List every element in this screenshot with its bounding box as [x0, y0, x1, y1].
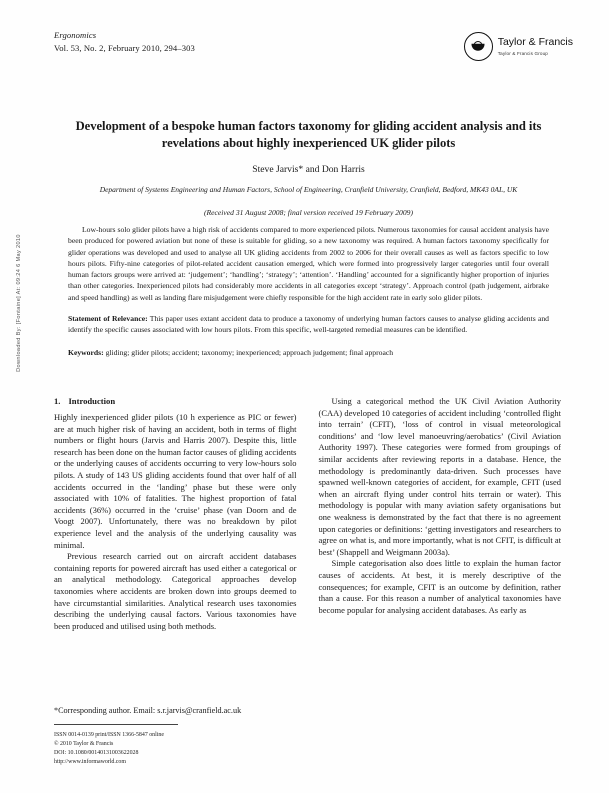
- section-title: Introduction: [68, 396, 116, 406]
- keywords-label: Keywords:: [68, 347, 104, 357]
- footer-divider: [54, 724, 178, 725]
- received-dates: (Received 31 August 2008; final version received 19 February 2009): [204, 207, 413, 217]
- left-column: [54, 396, 297, 696]
- paragraph: Simple categorisation also does little to explain the human factor causes of accidents. At best, it is merely descriptive of the consequences; for example, CFIT is an outcome by definition, rather than a cause. For this reason a number of analytical taxonomies have become popular for analysing accident databases. As early as: [318, 558, 561, 615]
- affiliation: Department of Systems Engineering and Human Factors, School of Engineering, Cranfield University, Cranfield, Bedford, MK43 0AL, UK: [99, 185, 518, 195]
- body-columns: [54, 396, 561, 696]
- publisher-name: Taylor & Francis: [497, 36, 573, 49]
- corresponding-author: *Corresponding author. Email: s.r.jarvis@cranfield.ac.uk: [54, 706, 242, 715]
- abstract-block: [68, 224, 549, 358]
- right-column: [319, 396, 562, 696]
- journal-masthead: [54, 30, 573, 82]
- journal-name: Ergonomics: [54, 30, 97, 40]
- keywords-text: gliding; glider pilots; accident; taxonomy; inexperienced; approach judgement; final approach: [103, 347, 394, 357]
- page-title: Development of a bespoke human factors taxonomy for gliding accident analysis and its revelations about highly inexperienced UK glider pilots: [75, 119, 542, 150]
- page-footer: [54, 706, 561, 767]
- journal-issue-line: Vol. 53, No. 2, February 2010, 294–303: [54, 42, 195, 53]
- paragraph: Using a categorical method the UK Civil Aviation Authority (CAA) developed 10 categories of accident including ‘controlled flight into terrain’ (CFIT), ‘loss of control in visual meteorological conditions’ and ‘low level manoeuvring/aerobatics’ (Civil Aviation Authority 1997). These categories were formed from groupings of similar accidents after reviewing reports in a database. Hence, the methodology is predominantly data-driven. Such processes have spawned well-known categories of accident, for example, CFIT (used when an aircraft flying under control hits terrain or water). This methodology is popular with many aviation safety organisations but one weakness is demonstrated by the fact that there is no agreement upon categories or definitions: ‘getting investigators and researchers to agree on what is, and more importantly, what is not CFIT, is difficult at best’ (Shappell and Weigmann 2003a).: [318, 396, 561, 557]
- taylor-francis-logo: [464, 32, 573, 61]
- author-list: Steve Jarvis* and Don Harris: [252, 164, 365, 176]
- section-number: 1.: [54, 396, 61, 406]
- issn-line: ISSN 0014-0139 print/ISSN 1366-5847 online: [54, 732, 164, 738]
- paragraph: Previous research carried out on aircraft accident databases containing reports for powered aircraft has used either a categorical or an analytical methodology. Categorical approaches develop taxonomies where accidents are broken down into groups deemed to have circumstantial similarities. Analytical research uses taxonomies describing the underlying causal factors. Various taxonomies have been produced and utilised using both methods.: [54, 551, 297, 631]
- section-heading-introduction: [54, 396, 297, 406]
- keywords: [68, 347, 549, 358]
- abstract-text: Low-hours solo glider pilots have a high risk of accidents compared to more experienced pilots. Numerous taxonomies for causal accident analysis have been produced for powered aviation but none of these is suitable for gliding, so a new taxonomy was required. A human factors taxonomy specifically for glider operations was developed and used to analyse all UK gliding accidents from 2002 to 2006 for their overall causes as well as factors specific to low hours pilots. Fifty-nine categories of pilot-related accident causation emerged, which were formed into progressively larger categories until four overall human factors groups were arrived at: ‘judgement’; ‘handling’; ‘strategy’; ‘attention’. ‘Handling’ accounted for a significantly higher proportion of injuries than other categories. Inexperienced pilots had considerably more accidents in all categories except ‘strategy’. Approach control (path judgement, airbrake and speed handling) as well as landing flare misjudgement were chiefly responsible for the high accident rate in early solo glider pilots.: [68, 225, 549, 302]
- title-block: [62, 118, 555, 217]
- imprint-block: [54, 731, 561, 767]
- download-watermark: Downloaded By: [Fontaine] At: 09:24 6 May 2010: [16, 234, 22, 372]
- publisher-group: Taylor & Francis Group: [497, 50, 548, 56]
- doi-line: DOI: 10.1080/00140131003622028: [54, 749, 139, 756]
- relevance-text: This paper uses extant accident data to produce a taxonomy of underlying human factors causes to analyse gliding accidents and identify the specific causes associated with low hours pilots. From this specific, well-targeted remedial measures can be identified.: [68, 313, 549, 335]
- taylor-francis-emblem-icon: [464, 32, 493, 61]
- copyright-line: © 2010 Taylor & Francis: [54, 740, 114, 747]
- paragraph: Highly inexperienced glider pilots (10 h experience as PIC or fewer) are at much higher risk of having an accident, both in terms of flight numbers or flight hours (Jarvis and Harris 2007). Despite this, little research has been done on the human factor causes of gliding accidents or the underlying causes of accidents occurring to very low-hours solo pilots. A study of 143 US gliding accidents found that over half of all accidents occurred in the ‘landing’ phase but these were only associated with 10% of fatalities. The highest proportion of fatal accidents (36%) occurred in the ‘cruise’ phase (van Doorn and de Voogt 2007). Unfortunately, there was no breakdown by pilot experience level and the analysis of the underlying causality was minimal.: [54, 412, 297, 550]
- publisher-url[interactable]: http://www.informaworld.com: [54, 758, 126, 765]
- statement-of-relevance: [68, 313, 549, 336]
- relevance-label: Statement of Relevance:: [68, 313, 148, 323]
